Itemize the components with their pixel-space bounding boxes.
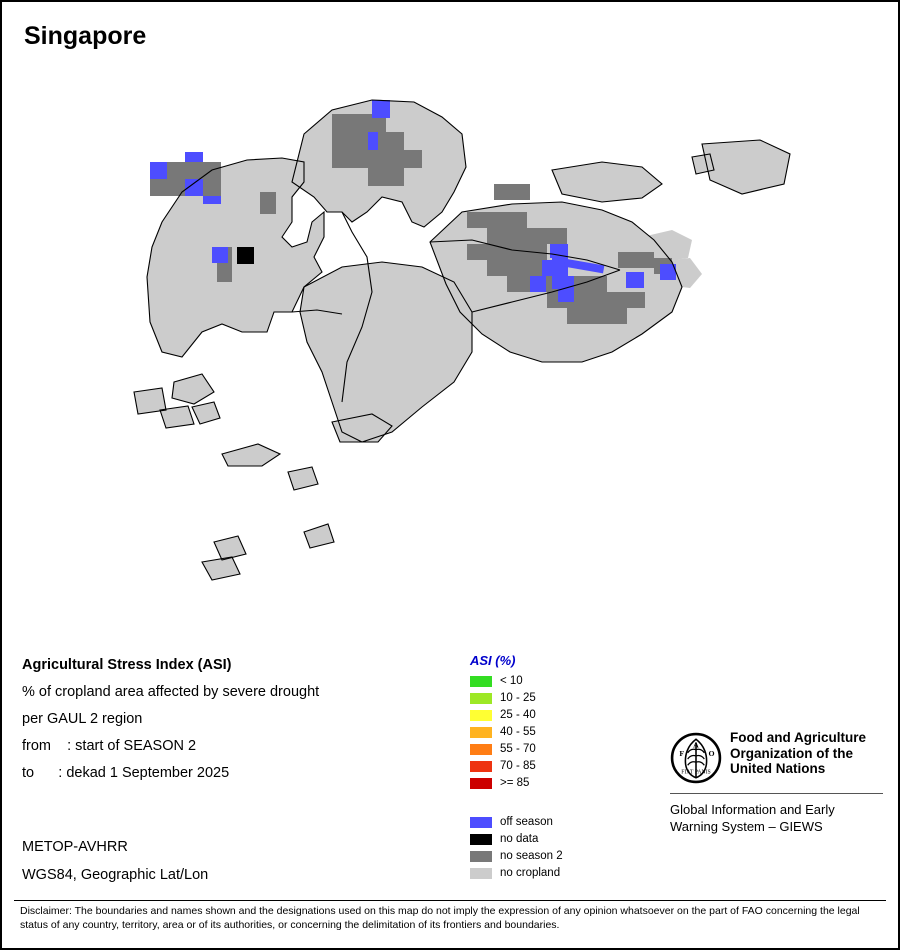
legend-swatch-lt10 [470, 676, 492, 687]
legend-row [470, 814, 660, 831]
legend-spacer [470, 792, 660, 803]
fao-block [670, 730, 885, 835]
legend-swatch-25-40 [470, 710, 492, 721]
legend-label-gte85: >= 85 [500, 777, 530, 789]
legend-swatch-off-season [470, 817, 492, 828]
legend-row [470, 758, 660, 775]
legend-label-no-data: no data [500, 833, 539, 845]
fao-org-line1: Food and Agriculture [730, 730, 866, 745]
map-landmass-layer [134, 100, 790, 580]
map-graphic [42, 62, 862, 622]
legend-swatch-55-70 [470, 744, 492, 755]
page-title: Singapore [24, 22, 147, 50]
legend-row [470, 865, 660, 882]
sensor-block [22, 839, 208, 895]
svg-text:A: A [693, 740, 699, 750]
map-no-data-cells [237, 247, 254, 264]
giews-line1: Global Information and Early [670, 802, 835, 817]
legend-label-25-40: 25 - 40 [500, 709, 536, 721]
legend-swatch-10-25 [470, 693, 492, 704]
legend-title: ASI (%) [470, 653, 516, 668]
legend-row [470, 848, 660, 865]
legend-row [470, 831, 660, 848]
legend-label-off-season: off season [500, 816, 553, 828]
caption-region-level: per GAUL 2 region [22, 711, 143, 727]
fao-header [670, 730, 885, 784]
legend-row [470, 741, 660, 758]
giews-system-name [670, 801, 885, 835]
svg-text:O: O [708, 748, 715, 758]
asi-legend [470, 653, 660, 882]
legend-row [470, 690, 660, 707]
fao-organization-name [730, 730, 866, 777]
fao-logo-icon [670, 732, 722, 784]
legend-row [470, 673, 660, 690]
legend-swatch-40-55 [470, 727, 492, 738]
sensor-name: METOP-AVHRR [22, 839, 128, 855]
legend-row [470, 724, 660, 741]
disclaimer-divider [14, 900, 886, 901]
projection-name: WGS84, Geographic Lat/Lon [22, 867, 209, 883]
caption-period-from: from : start of SEASON 2 [22, 738, 197, 754]
legend-label-lt10: < 10 [500, 675, 523, 687]
giews-line2: Warning System – GIEWS [670, 819, 823, 834]
legend-swatch-no-season-2 [470, 851, 492, 862]
caption-description: % of cropland area affected by severe drought [22, 684, 320, 700]
legend-swatch-gte85 [470, 778, 492, 789]
legend-label-55-70: 55 - 70 [500, 743, 536, 755]
legend-row [470, 775, 660, 792]
legend-label-no-season-2: no season 2 [500, 850, 563, 862]
svg-text:FIAT PANIS: FIAT PANIS [681, 769, 711, 776]
legend-swatch-no-data [470, 834, 492, 845]
legend-spacer [470, 803, 660, 814]
caption-index-name: Agricultural Stress Index (ASI) [22, 657, 232, 673]
legend-row [470, 707, 660, 724]
caption-block [22, 657, 442, 792]
fao-org-line2: Organization of the [730, 745, 853, 761]
caption-period-to: to : dekad 1 September 2025 [22, 765, 230, 781]
legend-label-70-85: 70 - 85 [500, 760, 536, 772]
legend-label-10-25: 10 - 25 [500, 692, 536, 704]
disclaimer-text: Disclaimer: The boundaries and names shown and the designations used on this map do not imply the expression of any opinion whatsoever on the part of FAO concerning the legal status of any country, territory, area or of its authorities, or concerning the delimitation of its frontiers and boundaries. [20, 905, 860, 931]
legend-label-no-cropland: no cropland [500, 867, 561, 879]
fao-org-line3: United Nations [730, 761, 826, 776]
legend-swatch-70-85 [470, 761, 492, 772]
svg-text:F: F [679, 748, 685, 758]
legend-label-40-55: 40 - 55 [500, 726, 536, 738]
fao-divider [670, 793, 883, 794]
legend-swatch-no-cropland [470, 868, 492, 879]
